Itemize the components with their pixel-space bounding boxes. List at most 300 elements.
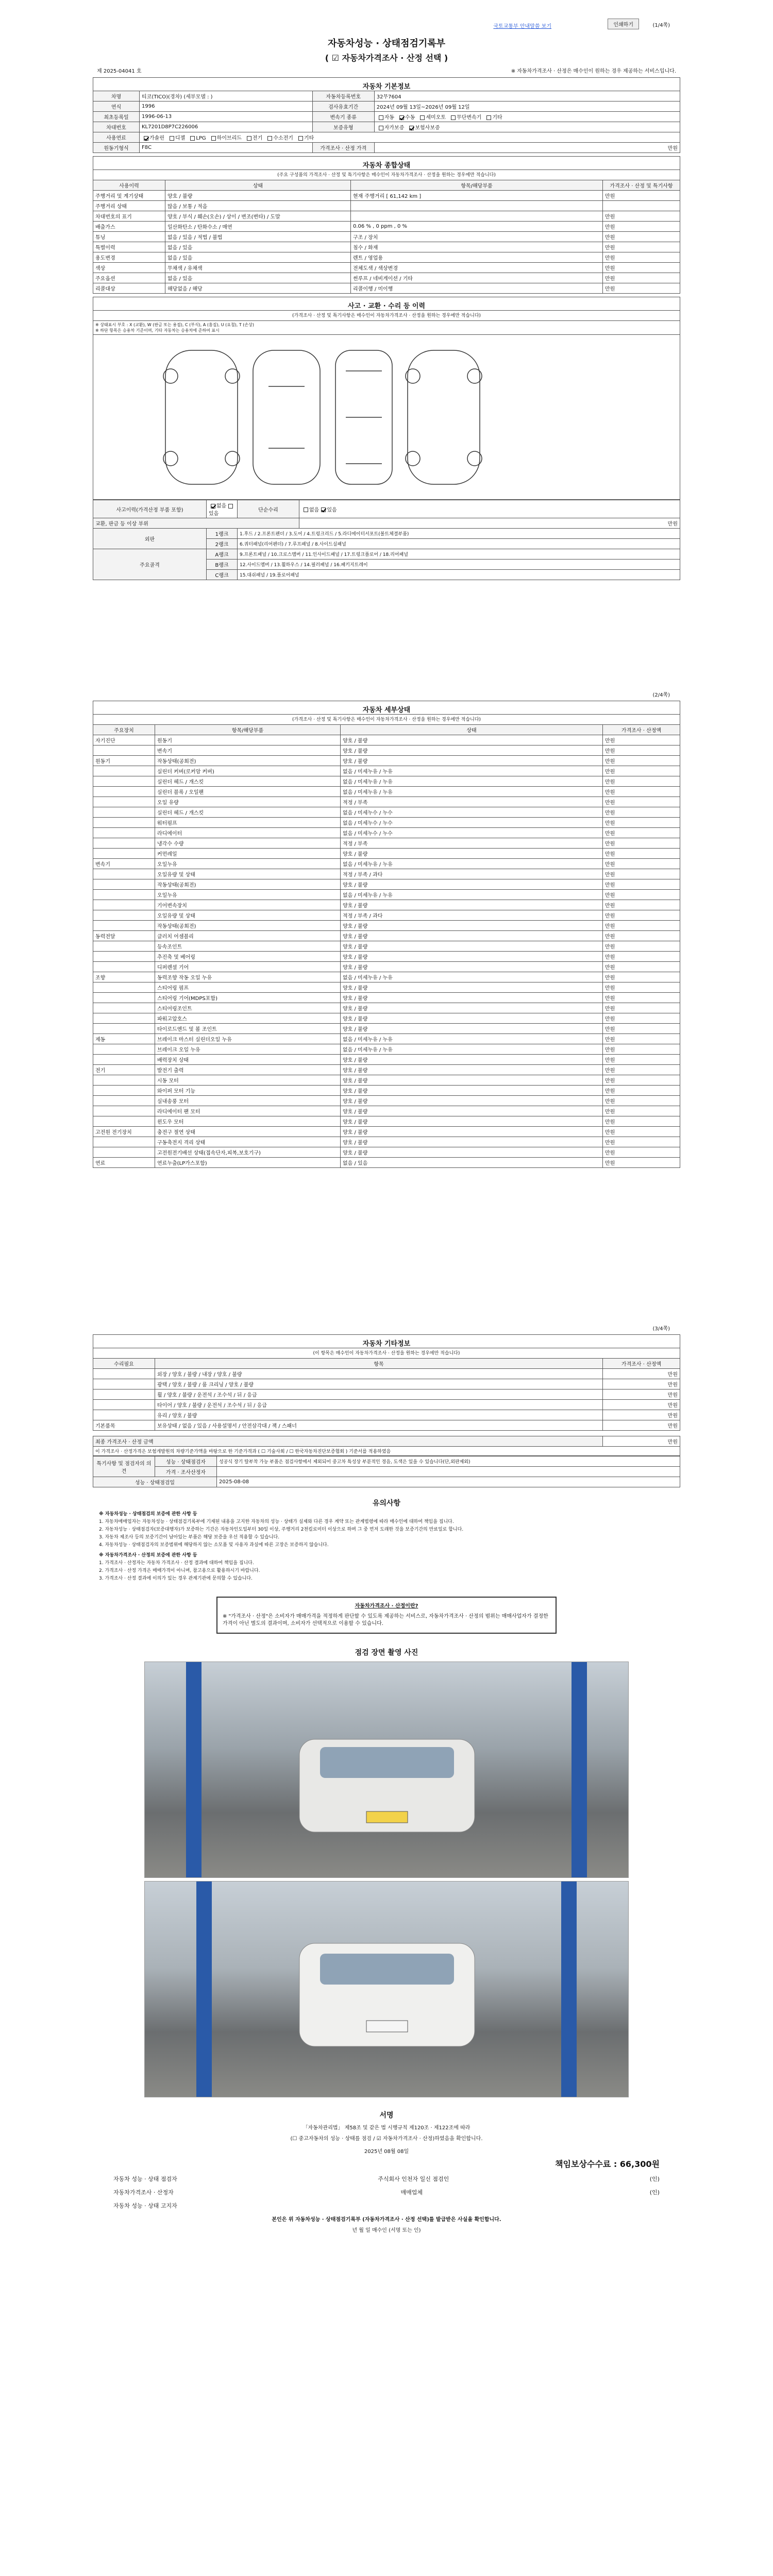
other-title: 자동차 기타정보 — [93, 1335, 680, 1348]
table-cell: 양호 / 불량 — [341, 745, 603, 756]
sign-date: 2025년 08월 08일 — [364, 2149, 409, 2155]
table-cell: 일산화탄소 / 탄화수소 / 매연 — [165, 222, 351, 232]
table-cell: 라디에이터 팬 모터 — [155, 1106, 341, 1116]
table-row — [93, 252, 680, 263]
car-diagram — [93, 335, 680, 500]
checkbox-option: 자가보증 — [377, 123, 405, 131]
table-cell: 만원 — [603, 941, 680, 952]
table-cell: 만원 — [603, 982, 680, 993]
table-cell: 만원 — [603, 1389, 680, 1400]
table-cell: 적정 / 부족 — [341, 838, 603, 849]
other-table — [93, 1334, 680, 1431]
table-row — [93, 1389, 680, 1400]
table-row — [93, 1024, 680, 1034]
notes-heading-1: ※ 자동차성능 · 상태점검의 보증에 관한 사항 등 — [99, 1512, 197, 1517]
table-cell: 만원 — [603, 1137, 680, 1147]
price-sub: 가격 · 조사산정자 — [155, 1467, 217, 1477]
table-cell — [93, 807, 155, 818]
first-reg-value: 1996-06-13 — [140, 112, 313, 122]
table-row — [93, 211, 680, 222]
fuel-options — [140, 132, 680, 143]
table-cell: 적정 / 부족 — [341, 797, 603, 807]
detail-col-item: 항목/해당부품 — [155, 725, 341, 735]
table-cell: 없음 / 미세누유 / 누유 — [341, 890, 603, 900]
table-cell: 만원 — [603, 797, 680, 807]
table-cell: 양호 / 불량 — [341, 756, 603, 766]
rankB-label: B랭크 — [207, 560, 238, 570]
table-row — [93, 1096, 680, 1106]
table-cell — [93, 766, 155, 776]
accident-price-unit: 만원 — [299, 518, 680, 529]
table-row — [93, 787, 680, 797]
table-cell — [93, 1137, 155, 1147]
table-cell — [93, 1410, 155, 1420]
top-bar — [93, 15, 680, 31]
table-cell: 양호 / 불량 — [341, 900, 603, 910]
table-cell: 없음 / 미세누유 / 누유 — [341, 766, 603, 776]
table-cell: 등속조인트 — [155, 941, 341, 952]
table-cell: 만원 — [603, 807, 680, 818]
table-cell: 오일 유량 — [155, 797, 341, 807]
rank1-label: 1랭크 — [207, 529, 238, 539]
table-cell — [93, 1389, 155, 1400]
final-price-table — [93, 1436, 680, 1456]
table-cell — [93, 1147, 155, 1158]
checkbox-option: 전기 — [245, 133, 262, 141]
table-cell: 만원 — [603, 1116, 680, 1127]
page-2 — [93, 685, 680, 1303]
engine-value: F8C — [140, 143, 313, 153]
buyer-sign-line: 년 월 일 매수인 (서명 또는 인) — [352, 2228, 421, 2233]
table-cell: 고전원전기배선 상태(접속단자,피복,보호기구) — [155, 1147, 341, 1158]
signer-company: 주식회사 인천자 일신 점검인 — [378, 2176, 449, 2182]
table-cell: 없음 / 미세누유 / 누유 — [341, 1034, 603, 1044]
signature-row-3 — [113, 2201, 660, 2210]
checkbox-option: LPG — [188, 135, 206, 141]
table-cell — [93, 890, 155, 900]
table-cell: 만원 — [603, 1065, 680, 1075]
table-cell: 실린더 커버(로커암 커버) — [155, 766, 341, 776]
table-cell: 변속기 — [93, 859, 155, 869]
table-cell: 윈도우 모터 — [155, 1116, 341, 1127]
table-cell: 만원 — [603, 252, 680, 263]
table-cell: 파워고압호스 — [155, 1013, 341, 1024]
table-cell: 구동축전지 격리 상태 — [155, 1137, 341, 1147]
checkbox-option: 세미오토 — [418, 113, 446, 121]
table-cell: 제동 — [93, 1034, 155, 1044]
table-cell — [93, 921, 155, 931]
table-cell: 만원 — [603, 776, 680, 787]
table-cell — [93, 787, 155, 797]
fuel-label: 사용연료 — [93, 132, 140, 143]
checkbox-icon — [379, 126, 383, 130]
table-cell: 만원 — [603, 222, 680, 232]
inspect-label: 검사유효기간 — [312, 101, 374, 112]
table-cell: 무채색 / 유채색 — [165, 263, 351, 273]
table-cell: 만원 — [603, 849, 680, 859]
table-cell: 만원 — [603, 283, 680, 294]
date-label: 성능 · 상태점검일 — [93, 1477, 217, 1487]
table-cell — [93, 1116, 155, 1127]
table-cell: 스티어링 펌프 — [155, 982, 341, 993]
checkbox-icon — [399, 115, 404, 120]
table-cell: 만원 — [603, 766, 680, 776]
rankA-label: A랭크 — [207, 549, 238, 560]
special-label: 특기사항 및 점검자의 의견 — [93, 1456, 155, 1477]
table-cell: 원동기 — [155, 735, 341, 745]
table-cell: 양호 / 불량 — [341, 952, 603, 962]
year-label: 연식 — [93, 101, 140, 112]
price-explainer-box — [216, 1597, 557, 1634]
table-cell: 와이퍼 모터 기능 — [155, 1086, 341, 1096]
table-cell: 양호 / 불량 — [341, 1075, 603, 1086]
price-label: 가격조사 · 산정 가격 — [312, 143, 374, 153]
checkbox-icon — [379, 115, 383, 120]
inspect-value: 2024년 09월 13일~2026년 09월 12일 — [374, 101, 680, 112]
status-rows — [93, 191, 680, 294]
page-3 — [93, 1319, 680, 2555]
table-cell: 동력조향 작동 오일 누유 — [155, 972, 341, 982]
table-cell: 고전원 전기장치 — [93, 1127, 155, 1137]
table-row — [93, 879, 680, 890]
table-row — [93, 900, 680, 910]
page3-top — [93, 1319, 680, 1334]
table-cell: 주행거리 상태 — [93, 201, 165, 211]
sign-law: 「자동차관리법」 제58조 및 같은 법 시행규칙 제120조 · 제122조에 따라 — [303, 2125, 470, 2131]
table-cell — [93, 941, 155, 952]
rankA-items: 9.프론트패널 / 10.크로스멤버 / 11.인사이드패널 / 17.트렁크플로어 / 18.리어패널 — [238, 549, 680, 560]
table-cell: 양호 / 불량 — [341, 1024, 603, 1034]
other-col-price: 가격조사 · 산정액 — [603, 1359, 680, 1369]
page-number: (1/4쪽) — [652, 23, 670, 28]
special-table — [93, 1456, 680, 1487]
car-outline-right — [408, 350, 480, 484]
table-row — [93, 910, 680, 921]
table-cell — [351, 211, 603, 222]
table-row — [93, 828, 680, 838]
table-cell: 배력장치 상태 — [155, 1055, 341, 1065]
status-sub: (주요 구성품의 가격조사 · 산정 및 특기사항은 매수인이 자동차가격조사 · 산정을 원하는 경우에만 적습니다) — [93, 170, 680, 180]
table-cell: 양호 / 불량 — [165, 191, 351, 201]
table-row — [93, 982, 680, 993]
table-row — [93, 921, 680, 931]
table-cell: 만원 — [603, 972, 680, 982]
checkbox-icon — [267, 136, 272, 141]
table-cell: 적정 / 부족 / 과다 — [341, 869, 603, 879]
seal-mark: (인) — [649, 2176, 660, 2182]
table-cell: 만원 — [603, 900, 680, 910]
table-row — [93, 766, 680, 776]
table-cell — [93, 1003, 155, 1013]
table-cell: 없음 / 미세누유 / 누유 — [341, 776, 603, 787]
checkbox-option: 하이브리드 — [209, 133, 242, 141]
table-cell: 색상 — [93, 263, 165, 273]
table-row — [93, 1106, 680, 1116]
table-row — [93, 242, 680, 252]
table-cell — [93, 797, 155, 807]
fee-label: 책임보상수수료 : 66,300원 — [555, 2159, 660, 2169]
accident-history-label: 사고이력(가격산정 부품 포함) — [93, 500, 207, 518]
print-button[interactable]: 인쇄하기 — [608, 19, 639, 29]
table-cell: 만원 — [603, 1379, 680, 1389]
price-unit: 만원 — [374, 143, 680, 153]
reg-no: 32무7604 — [374, 91, 680, 101]
table-row — [93, 191, 680, 201]
car-name: 티코(TICO)(경차) (세부모델 : ) — [140, 91, 313, 101]
table-cell: 만원 — [603, 232, 680, 242]
page2-top — [93, 685, 680, 701]
status-table — [93, 156, 680, 294]
table-cell: 튜닝 — [93, 232, 165, 242]
table-row — [93, 890, 680, 900]
table-cell: 많음 / 보통 / 적음 — [165, 201, 351, 211]
table-cell — [93, 1013, 155, 1024]
table-cell: 커먼레일 — [155, 849, 341, 859]
table-cell — [93, 776, 155, 787]
table-row — [93, 972, 680, 982]
table-cell: 없음 / 미세누수 / 누수 — [341, 828, 603, 838]
signer-notifier: 자동차 성능 · 상태 고지자 — [113, 2202, 177, 2209]
table-cell — [93, 1400, 155, 1410]
table-cell — [93, 1075, 155, 1086]
table-row — [93, 1369, 680, 1379]
table-cell: 만원 — [603, 1147, 680, 1158]
rank2-items: 6.쿼터패널(리어펜더) / 7.루프패널 / 8.사이드실패널 — [238, 539, 680, 549]
table-cell: 작동상태(공회전) — [155, 756, 341, 766]
table-cell: 만원 — [603, 910, 680, 921]
date-value: 2025-08-08 — [217, 1477, 680, 1487]
table-cell: 없음 / 미세누수 / 누수 — [341, 818, 603, 828]
trans-label: 변속기 종류 — [312, 112, 374, 122]
table-row — [93, 1003, 680, 1013]
table-cell: 자기진단 — [93, 735, 155, 745]
table-cell: 없음 / 미세누수 / 누수 — [341, 807, 603, 818]
table-cell: 양호 / 불량 — [341, 1147, 603, 1158]
warranty-label: 보증유형 — [312, 122, 374, 132]
checkbox-option: 가솔린 — [142, 133, 164, 141]
rank1-items: 1.후드 / 2.프론트펜더 / 3.도어 / 4.트렁크리드 / 5.라디에이터서포트(볼트체결부품) — [238, 529, 680, 539]
seal-mark-2: (인) — [649, 2189, 660, 2196]
table-row — [93, 1034, 680, 1044]
checkbox-option: 보험사보증 — [407, 123, 440, 131]
table-cell: 실내송풍 모터 — [155, 1096, 341, 1106]
frame-label: 주요골격 — [93, 549, 207, 580]
table-cell — [93, 1096, 155, 1106]
table-cell: 양호 / 불량 — [341, 941, 603, 952]
note-item: 2. 자동차성능 · 상태점검자(보증대행자)가 보증하는 기간은 자동차인도일부터 30일 이상, 주행거리 2천킬로미터 이상으로 하며 그 중 먼저 도래한 것을 보증기간의 만료일로 합니다. — [99, 1527, 464, 1532]
note-item: 2. 가격조사 · 산정 가격은 매매가격이 아니며, 참고용으로 활용하시기 바랍니다. — [99, 1568, 260, 1573]
table-row — [93, 1086, 680, 1096]
vin-value: KL7201D8P7C226006 — [140, 122, 313, 132]
signature-row-2 — [113, 2188, 660, 2196]
table-cell — [93, 879, 155, 890]
table-cell: 양호 / 불량 — [341, 1127, 603, 1137]
table-row — [93, 941, 680, 952]
warranty-options — [374, 122, 680, 132]
table-cell — [93, 962, 155, 972]
page-number: (2/4쪽) — [652, 692, 670, 698]
detail-table — [93, 701, 680, 1168]
table-cell: 만원 — [603, 828, 680, 838]
table-cell: 디퍼렌셜 기어 — [155, 962, 341, 972]
table-cell: 만원 — [603, 818, 680, 828]
table-cell: 브레이크 마스터 실린더오일 누유 — [155, 1034, 341, 1044]
status-col-note: 항목/해당부품 — [351, 180, 603, 191]
accident-history-opts: 없음있음 — [207, 500, 238, 518]
table-cell: 없음 / 미세누유 / 누유 — [341, 972, 603, 982]
table-row — [93, 1044, 680, 1055]
accident-legend: ※ 상태표시 부호 : X (교환), W (판금 또는 용접), C (부식), A (흠집), U (요철), T (손상) ※ 하단 항목은 승용차 기준이며, 기타 자동차는 승용차에 준하여 표시 — [93, 321, 680, 335]
table-cell — [93, 910, 155, 921]
sign-title: 서명 — [379, 2111, 394, 2120]
table-row — [93, 1116, 680, 1127]
table-row — [93, 869, 680, 879]
table-cell: 만원 — [603, 1127, 680, 1137]
table-cell — [93, 838, 155, 849]
checkbox-icon — [190, 136, 195, 141]
table-cell: 만원 — [603, 1034, 680, 1044]
table-cell — [93, 982, 155, 993]
notes-list-2 — [99, 1560, 674, 1582]
table-cell: 양호 / 불량 — [341, 931, 603, 941]
table-cell: 주요옵션 — [93, 273, 165, 283]
vin-label: 차대번호 — [93, 122, 140, 132]
car-photo-front-image — [145, 1662, 628, 1877]
table-cell: 만원 — [603, 1013, 680, 1024]
table-row — [93, 962, 680, 972]
table-cell: 양호 / 불량 — [341, 1116, 603, 1127]
table-cell: 보유상태 / 없음 / 있음 / 사용설명서 / 안전삼각대 / 잭 / 스패너 — [155, 1420, 603, 1431]
table-cell: 양호 / 불량 — [341, 1106, 603, 1116]
table-cell: 만원 — [603, 191, 680, 201]
table-cell: 오일누유 — [155, 859, 341, 869]
table-row — [93, 735, 680, 745]
explainer-text: ※ "가격조사 · 산정"은 소비자가 매매가격을 적정하게 판단할 수 있도록 제공하는 서비스로, 자동차가격조사 · 산정의 범위는 매매사업자가 결정한 가격이 아닌 별도의 결과이며, 소비자가 선택적으로 이용할 수 있습니다. — [223, 1614, 548, 1626]
table-cell: 만원 — [603, 869, 680, 879]
table-cell: 주행거리 및 계기상태 — [93, 191, 165, 201]
doc-number: 제 2025-04041 호 — [97, 69, 142, 74]
table-cell — [93, 828, 155, 838]
table-cell: 실린더 블록 / 오일팬 — [155, 787, 341, 797]
checkbox-option: 기타 — [484, 113, 502, 121]
table-row — [93, 745, 680, 756]
table-cell — [93, 952, 155, 962]
table-cell: 스티어링조인트 — [155, 1003, 341, 1013]
table-cell: 만원 — [603, 1410, 680, 1420]
table-cell — [603, 201, 680, 211]
table-row — [93, 1127, 680, 1137]
detail-col-main: 주요장치 — [93, 725, 155, 735]
car-name-label: 차명 — [93, 91, 140, 101]
table-row — [93, 283, 680, 294]
table-cell — [93, 900, 155, 910]
rankC-items: 15.대쉬패널 / 19.플로어패널 — [238, 570, 680, 580]
notes-body — [93, 1508, 680, 1586]
checkbox-icon — [144, 136, 148, 141]
table-cell: 오일유량 및 상태 — [155, 910, 341, 921]
table-cell: 양호 / 불량 — [341, 1003, 603, 1013]
checkbox-icon — [211, 136, 216, 141]
year-value: 1996 — [140, 101, 313, 112]
table-cell: 만원 — [603, 962, 680, 972]
table-cell: 양호 / 불량 — [341, 993, 603, 1003]
table-row — [93, 993, 680, 1003]
inspection-photo-front — [144, 1662, 629, 1878]
table-row — [93, 1075, 680, 1086]
table-row — [93, 1400, 680, 1410]
table-cell: 만원 — [603, 735, 680, 745]
table-row — [93, 818, 680, 828]
guide-link[interactable]: 국토교통부 안내말씀 보기 — [493, 24, 551, 29]
table-cell: 양호 / 불량 — [341, 921, 603, 931]
table-cell — [93, 745, 155, 756]
other-group-label: 수리필요 — [93, 1359, 155, 1369]
accident-title: 사고 · 교환 · 수리 등 이력 — [93, 297, 680, 311]
table-row — [93, 1055, 680, 1065]
table-cell: 만원 — [603, 879, 680, 890]
table-row — [93, 756, 680, 766]
checkbox-option: 무단변속기 — [449, 113, 481, 121]
table-cell: 외장 / 양호 / 불량 / 내장 / 양호 / 불량 — [155, 1369, 603, 1379]
doc-note: ※ 자동차가격조사 · 산정은 매수인이 원하는 경우 제공하는 서비스입니다. — [511, 69, 676, 74]
table-cell: 만원 — [603, 1044, 680, 1055]
status-col-use: 사용이력 — [93, 180, 165, 191]
table-cell: 양호 / 불량 — [341, 1096, 603, 1106]
table-row — [93, 1137, 680, 1147]
table-cell: 조향 — [93, 972, 155, 982]
table-cell: 0.06 % , 0 ppm , 0 % — [351, 222, 603, 232]
notes-heading-2: ※ 자동차가격조사 · 산정의 보증에 관한 사항 등 — [99, 1553, 197, 1558]
special-sub: 성능 · 상태점검자 — [155, 1456, 217, 1467]
table-cell: 연료 — [93, 1158, 155, 1168]
page-1 — [93, 15, 680, 680]
table-cell: 만원 — [603, 993, 680, 1003]
detail-title: 자동차 세부상태 — [93, 701, 680, 715]
table-cell: 만원 — [603, 952, 680, 962]
table-cell: 양호 / 불량 — [341, 982, 603, 993]
table-cell: 만원 — [603, 211, 680, 222]
table-cell: 만원 — [603, 859, 680, 869]
table-cell: 스티어링 기어(MDPS포함) — [155, 993, 341, 1003]
table-cell — [93, 818, 155, 828]
detail-sub: (가격조사 · 산정 및 특기사항은 매수인이 자동차가격조사 · 산정을 원하는 경우에만 적습니다) — [93, 715, 680, 725]
other-rows — [93, 1369, 680, 1431]
table-cell: 용도변경 — [93, 252, 165, 263]
doc-title: 자동차성능 · 상태점검기록부 — [327, 38, 446, 49]
table-cell: 리콜이행 / 미이행 — [351, 283, 603, 294]
table-cell: 추진축 및 베어링 — [155, 952, 341, 962]
table-cell: 특별이력 — [93, 242, 165, 252]
table-row — [93, 849, 680, 859]
final-note: 이 가격조사 · 산정가격은 보험개발원의 차량기준가액을 바탕으로 한 기준가격과 ( ☐ 기술사회 / ☐ 한국자동차진단보증협회 ) 기준서를 적용하였음 — [93, 1447, 680, 1456]
reg-no-label: 자동차등록번호 — [312, 91, 374, 101]
table-row — [93, 838, 680, 849]
table-row — [93, 273, 680, 283]
exchange-title: 교환, 판금 등 이상 부위 — [93, 518, 299, 529]
table-cell: 만원 — [603, 273, 680, 283]
checkbox-icon — [451, 115, 456, 120]
table-cell: 충전구 절연 상태 — [155, 1127, 341, 1137]
page-number: (3/4쪽) — [652, 1326, 670, 1332]
table-cell: 만원 — [603, 1086, 680, 1096]
table-cell: 유리 / 양호 / 불량 — [155, 1410, 603, 1420]
table-cell: 양호 / 불량 — [341, 1137, 603, 1147]
table-cell: 만원 — [603, 1096, 680, 1106]
table-cell: 만원 — [603, 838, 680, 849]
table-cell: 양호 / 불량 — [341, 1013, 603, 1024]
table-row — [93, 931, 680, 941]
table-cell: 양호 / 불량 — [341, 1065, 603, 1075]
